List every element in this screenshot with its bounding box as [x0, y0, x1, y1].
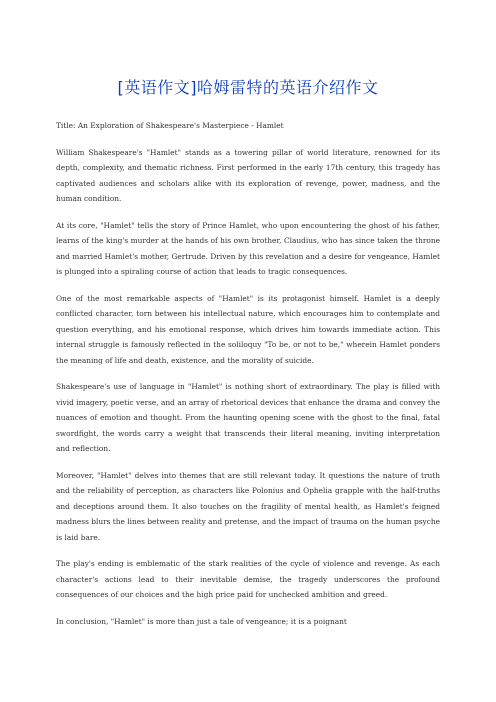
paragraph-2: At its core, "Hamlet" tells the story of Prince Hamlet, who upon encountering the ghost of his father, learns of the king's murder at the hands of his own brother, Claudius, who has since taken the throne and married Hamlet's mother, Gertrude. Driven by this revelation and a desire for vengeance, Hamlet is plunged into a spiraling course of action that leads to tragic consequences.: [56, 220, 440, 276]
paragraph-3: One of the most remarkable aspects of "Hamlet" is its protagonist himself. Hamlet is a deeply conflicted character, torn between his intellectual nature, which encourages him to contemplate and question everything, and his emotional response, which drives him towards immediate action. This internal struggle is famously reflected in the soliloquy "To be, or not to be," wherein Hamlet ponders the meaning of life and death, existence, and the morality of suicide.: [56, 293, 440, 365]
paragraph-4: Shakespeare's use of language in "Hamlet" is nothing short of extraordinary. The play is filled with vivid imagery, poetic verse, and an array of rhetorical devices that enhance the drama and convey the nuances of emotion and thought. From the haunting opening scene with the ghost to the final, fatal swordfight, the words carry a weight that transcends their literal meaning, inviting interpretation and reflection.: [56, 382, 440, 453]
essay-title: Title: An Exploration of Shakespeare's Masterpiece - Hamlet: [56, 121, 284, 130]
paragraph-5: Moreover, "Hamlet" delves into themes that are still relevant today. It questions the nature of truth and the reliability of perception, as characters like Polonius and Ophelia grapple with the half-truths and deceptions around them. It also touches on the fragility of mental health, as Hamlet's feigned madness blurs the lines between reality and pretense, and the impact of trauma on the human psyche is laid bare.: [56, 470, 440, 542]
paragraph-7: In conclusion, "Hamlet" is more than just a tale of vengeance; it is a poignant: [56, 616, 347, 626]
paragraph-1: William Shakespeare's "Hamlet" stands as a towering pillar of world literature, renowned for its depth, complexity, and thematic richness. First performed in the early 17th century, this tragedy has captivated audiences and scholars alike with its exploration of revenge, power, madness, and the human condition.: [56, 147, 440, 203]
document-title: [英语作文]哈姆雷特的英语介绍作文: [117, 78, 379, 97]
paragraph-6: The play's ending is emblematic of the stark realities of the cycle of violence and revenge. As each character's actions lead to their inevitable demise, the tragedy underscores the profound consequences of our choices and the high price paid for unchecked ambition and greed.: [56, 559, 440, 599]
